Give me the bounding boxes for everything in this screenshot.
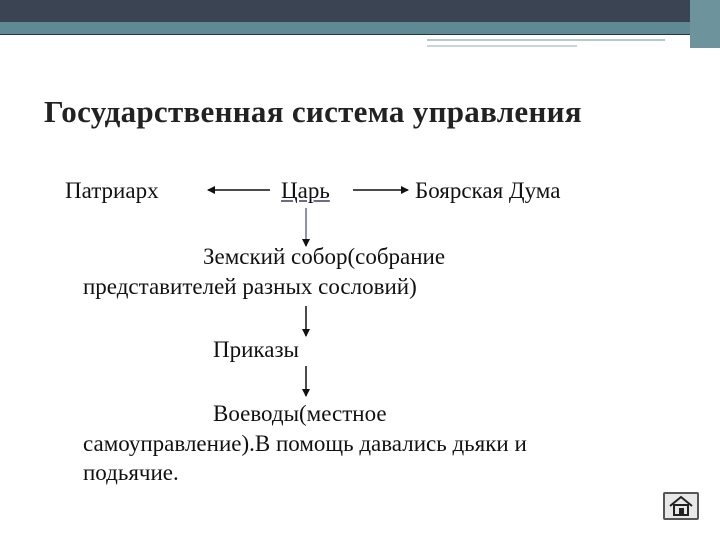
node-voevody-line3: подьячие. (83, 460, 179, 485)
node-boyar-duma: Боярская Дума (415, 178, 561, 203)
node-voevody-line2: самоуправление).В помощь давались дьяки и (83, 431, 527, 456)
home-icon (665, 494, 697, 518)
node-zemsky-sobor-line1: Земский собор(собрание (203, 244, 446, 269)
home-button[interactable] (663, 492, 699, 520)
node-voevody-line1: Воеводы(местное (213, 401, 387, 426)
node-patriarch: Патриарх (65, 178, 159, 203)
node-tsar: Царь (281, 178, 330, 203)
slide-title: Государственная система управления (44, 94, 582, 129)
node-zemsky-sobor-line2: представителей разных сословий) (83, 274, 417, 299)
node-prikazy: Приказы (213, 337, 299, 362)
